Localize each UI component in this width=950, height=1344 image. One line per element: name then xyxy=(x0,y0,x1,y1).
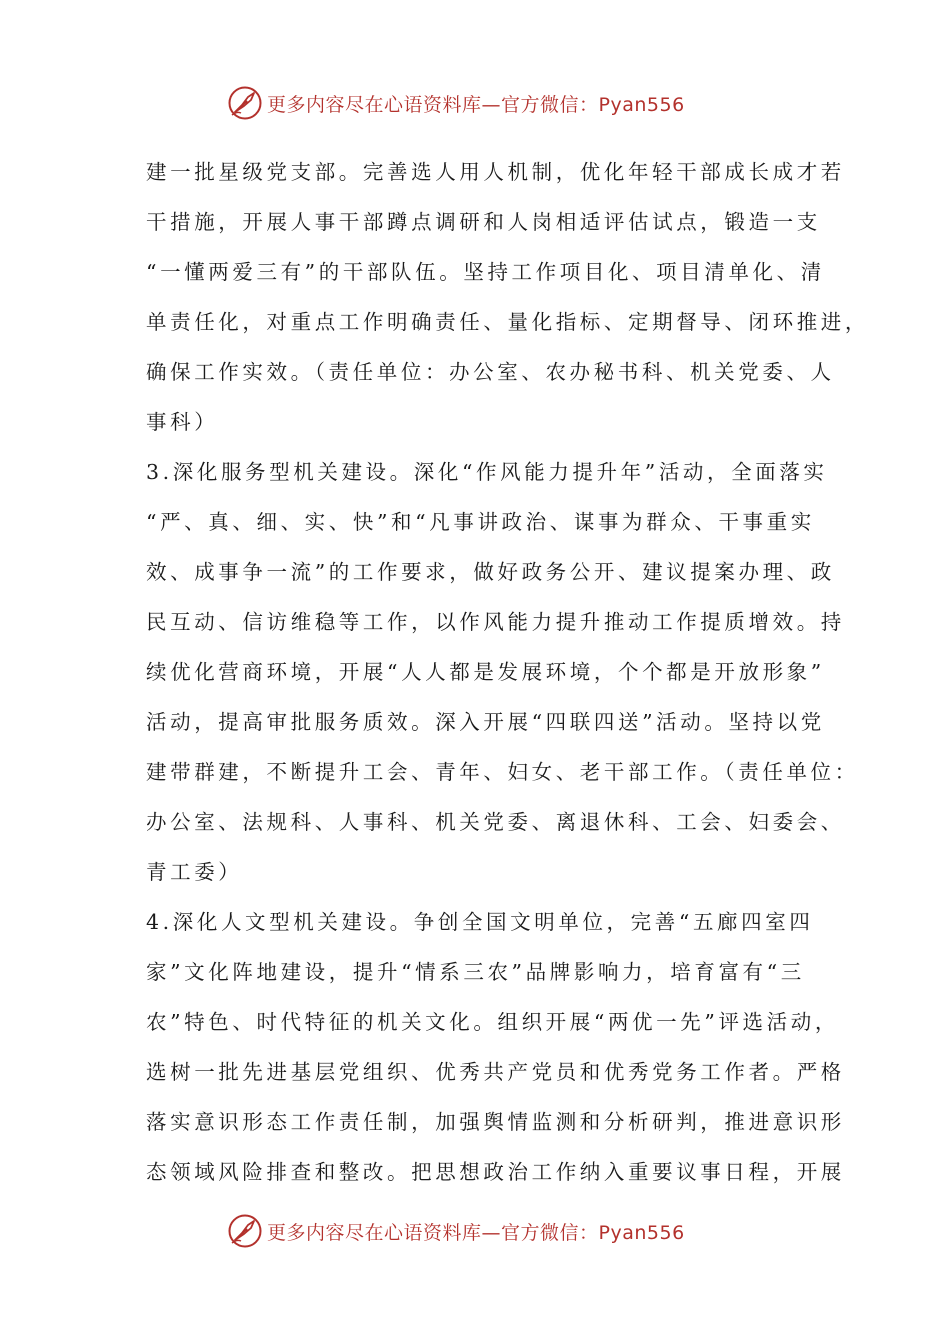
body-line: “一懂两爱三有”的干部队伍。坚持工作项目化、项目清单化、清 xyxy=(146,260,825,284)
section-heading-line: 3.深化服务型机关建设。深化“作风能力提升年”活动，全面落实 xyxy=(146,460,828,484)
body-line: 确保工作实效。（责任单位：办公室、农办秘书科、机关党委、人 xyxy=(146,360,835,384)
body-line: 家”文化阵地建设，提升“情系三农”品牌影响力，培育富有“三 xyxy=(146,960,805,984)
document-body xyxy=(146,147,869,1197)
body-line: 活动，提高审批服务质效。深入开展“四联四送”活动。坚持以党 xyxy=(146,710,825,734)
body-line: “严、真、细、实、快”和“凡事讲政治、谋事为群众、干事重实 xyxy=(146,510,815,534)
body-line: 续优化营商环境，开展“人人都是发展环境，个个都是开放形象” xyxy=(146,660,825,684)
body-line: 态领域风险排查和整改。把思想政治工作纳入重要议事日程，开展 xyxy=(146,1160,845,1184)
body-line: 农”特色、时代特征的机关文化。组织开展“两优一先”评选活动， xyxy=(146,1010,839,1034)
header-banner-text: 更多内容尽在心语资料库—官方微信：Pyan556 xyxy=(267,93,685,116)
footer-banner xyxy=(227,1211,685,1251)
pen-nib-logo-icon xyxy=(227,85,263,121)
body-line: 干措施，开展人事干部蹲点调研和人岗相适评估试点，锻造一支 xyxy=(146,210,821,234)
body-line: 青工委） xyxy=(146,860,243,884)
body-line: 落实意识形态工作责任制，加强舆情监测和分析研判，推进意识形 xyxy=(146,1110,845,1134)
body-line: 选树一批先进基层党组织、优秀共产党员和优秀党务工作者。严格 xyxy=(146,1060,845,1084)
footer-banner-text: 更多内容尽在心语资料库—官方微信：Pyan556 xyxy=(267,1221,685,1244)
pen-nib-logo-icon xyxy=(227,1213,263,1249)
body-line: 建带群建，不断提升工会、青年、妇女、老干部工作。（责任单位： xyxy=(146,760,859,784)
body-line: 民互动、信访维稳等工作，以作风能力提升推动工作提质增效。持 xyxy=(146,610,845,634)
body-line: 建一批星级党支部。完善选人用人机制，优化年轻干部成长成才若 xyxy=(146,160,845,184)
body-line: 效、成事争一流”的工作要求，做好政务公开、建议提案办理、政 xyxy=(146,560,835,584)
section-heading-line: 4.深化人文型机关建设。争创全国文明单位，完善“五廊四室四 xyxy=(146,910,814,934)
body-line: 事科） xyxy=(146,410,219,434)
body-line: 单责任化，对重点工作明确责任、量化指标、定期督导、闭环推进， xyxy=(146,310,869,334)
header-banner xyxy=(227,83,685,123)
body-line: 办公室、法规科、人事科、机关党委、离退休科、工会、妇委会、 xyxy=(146,810,845,834)
